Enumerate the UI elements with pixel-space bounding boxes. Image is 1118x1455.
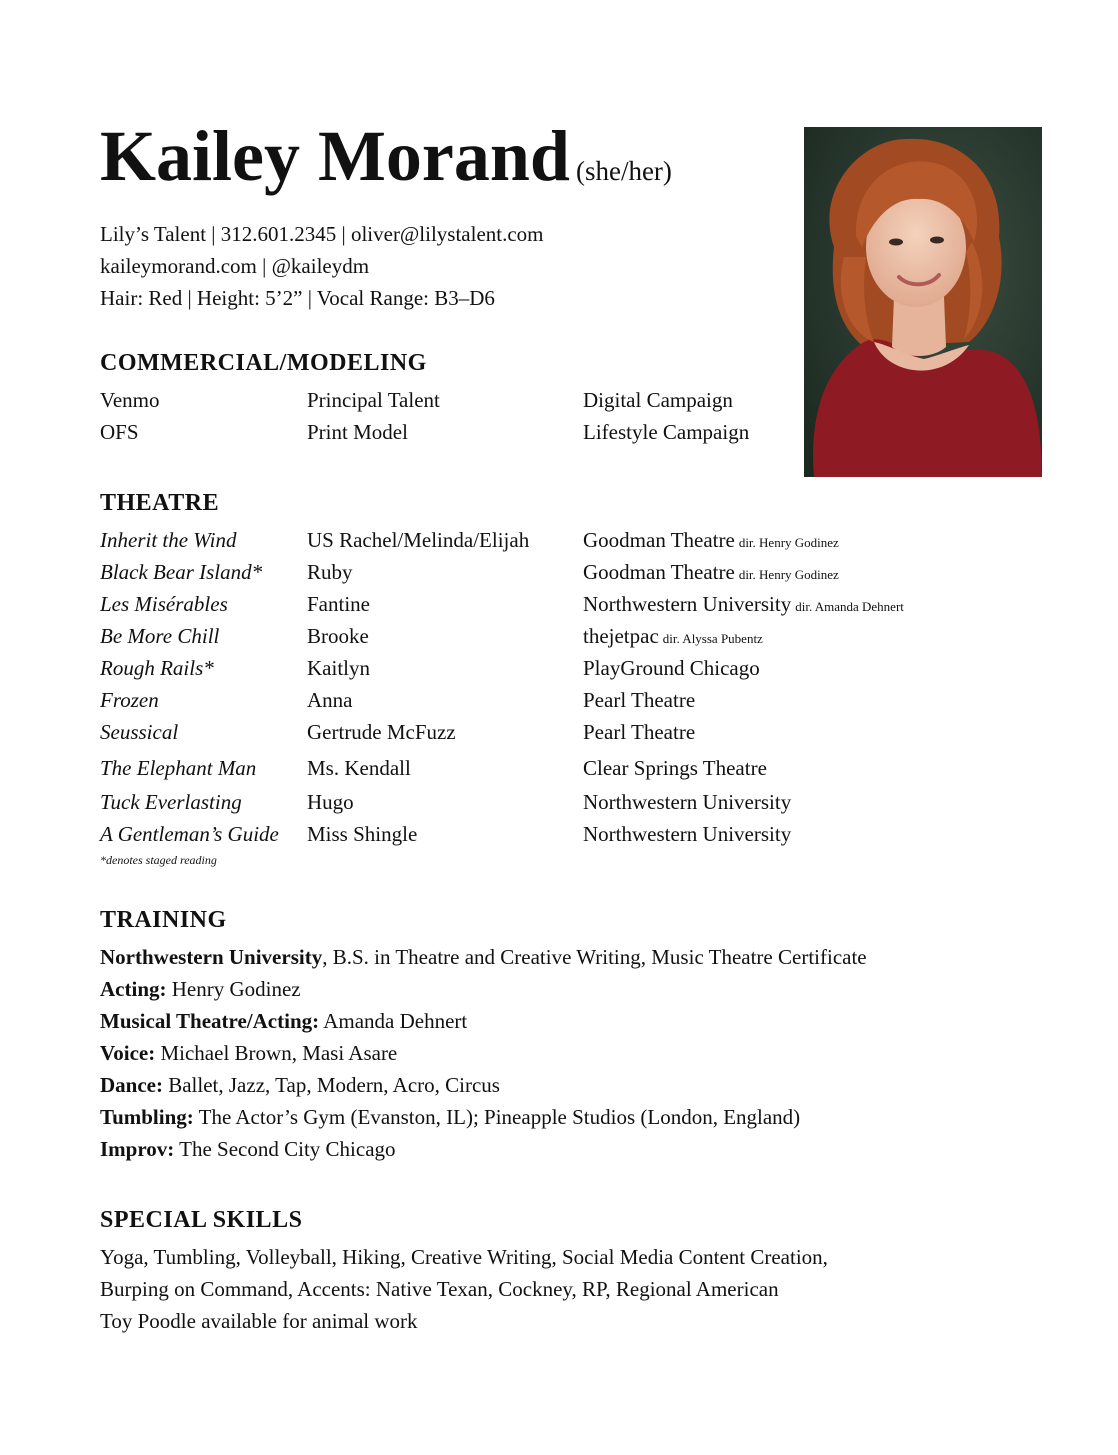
- theatre-show: A Gentleman’s Guide: [100, 822, 279, 846]
- training-item: [100, 1101, 867, 1133]
- commercial-type: Digital Campaign: [583, 388, 733, 412]
- section-title-commercial: COMMERCIAL/MODELING: [100, 350, 427, 376]
- venue-name: Goodman Theatre: [583, 528, 735, 552]
- theatre-show: Frozen: [100, 688, 159, 712]
- theatre-show: Be More Chill: [100, 624, 220, 648]
- training-text: Amanda Dehnert: [319, 1009, 468, 1033]
- skills-list: [100, 1241, 828, 1337]
- theatre-venue: [583, 620, 763, 655]
- theatre-role: US Rachel/Melinda/Elijah: [307, 528, 530, 552]
- theatre-show: Tuck Everlasting: [100, 790, 242, 814]
- training-item: [100, 1133, 867, 1165]
- theatre-venue: [583, 524, 839, 559]
- contact-line-web: kaileymorand.com | @kaileydm: [100, 254, 370, 278]
- training-label: Northwestern University: [100, 945, 323, 969]
- venue-name: PlayGround Chicago: [583, 656, 760, 680]
- theatre-role: Kaitlyn: [307, 656, 370, 680]
- theatre-role: Ruby: [307, 560, 353, 584]
- training-label: Musical Theatre/Acting:: [100, 1009, 320, 1033]
- theatre-venue: [583, 588, 904, 623]
- training-label: Tumbling:: [100, 1105, 194, 1129]
- training-item: [100, 1037, 867, 1069]
- theatre-venue: [583, 684, 695, 716]
- training-text: The Actor’s Gym (Evanston, IL); Pineapple Studios (London, England): [193, 1105, 801, 1129]
- section-title-theatre: THEATRE: [100, 490, 220, 516]
- skills-line: Yoga, Tumbling, Volleyball, Hiking, Creative Writing, Social Media Content Creation,: [100, 1245, 828, 1269]
- venue-name: Pearl Theatre: [583, 688, 696, 712]
- theatre-show: The Elephant Man: [100, 756, 257, 780]
- commercial-client: Venmo: [100, 388, 160, 412]
- training-label: Dance:: [100, 1073, 163, 1097]
- theatre-venue: [583, 556, 839, 591]
- theatre-venue: [583, 716, 695, 748]
- theatre-venue: [583, 652, 760, 684]
- training-text: Henry Godinez: [166, 977, 301, 1001]
- contact-line-agency: Lily’s Talent | 312.601.2345 | oliver@lilystalent.com: [100, 222, 544, 246]
- theatre-show: Seussical: [100, 720, 179, 744]
- venue-name: thejetpac: [583, 624, 659, 648]
- director: dir. Amanda Dehnert: [795, 599, 904, 614]
- director: dir. Alyssa Pubentz: [662, 631, 763, 646]
- skills-line: Burping on Command, Accents: Native Texan, Cockney, RP, Regional American: [100, 1277, 779, 1301]
- headshot-illustration: [804, 127, 1042, 477]
- venue-name: Northwestern University: [583, 822, 792, 846]
- training-text: The Second City Chicago: [174, 1137, 396, 1161]
- section-title-training: TRAINING: [100, 907, 227, 933]
- full-name: Kailey Morand: [100, 116, 570, 196]
- venue-name: Clear Springs Theatre: [583, 756, 767, 780]
- commercial-client: OFS: [100, 420, 139, 444]
- section-title-skills: SPECIAL SKILLS: [100, 1207, 303, 1233]
- training-text: Ballet, Jazz, Tap, Modern, Acro, Circus: [162, 1073, 500, 1097]
- theatre-venue: [583, 786, 791, 818]
- training-item: [100, 941, 867, 973]
- pronouns: (she/her): [575, 156, 672, 186]
- venue-name: Goodman Theatre: [583, 560, 735, 584]
- training-label: Acting:: [100, 977, 167, 1001]
- venue-name: Pearl Theatre: [583, 720, 696, 744]
- theatre-show: Inherit the Wind: [100, 528, 237, 552]
- theatre-show: Rough Rails*: [100, 656, 214, 680]
- theatre-role: Miss Shingle: [307, 822, 418, 846]
- contact-line-stats: Hair: Red | Height: 5’2” | Vocal Range: B3–D6: [100, 286, 495, 310]
- theatre-role: Ms. Kendall: [307, 756, 411, 780]
- training-item: [100, 1069, 867, 1101]
- commercial-role: Principal Talent: [307, 388, 440, 412]
- theatre-show: Black Bear Island*: [100, 560, 263, 584]
- training-item: [100, 973, 867, 1005]
- theatre-show: Les Misérables: [100, 592, 228, 616]
- venue-name: Northwestern University: [583, 790, 792, 814]
- training-list: [100, 941, 867, 1165]
- theatre-role: Fantine: [307, 592, 370, 616]
- theatre-role: Brooke: [307, 624, 369, 648]
- training-text: , B.S. in Theatre and Creative Writing, Music Theatre Certificate: [322, 945, 867, 969]
- skills-line: Toy Poodle available for animal work: [100, 1309, 418, 1333]
- training-text: Michael Brown, Masi Asare: [155, 1041, 398, 1065]
- contact-block: [100, 218, 544, 314]
- training-label: Improv:: [100, 1137, 175, 1161]
- training-label: Voice:: [100, 1041, 156, 1065]
- staged-reading-note: *denotes staged reading: [100, 853, 217, 867]
- training-item: [100, 1005, 867, 1037]
- name-heading: [100, 116, 672, 196]
- director: dir. Henry Godinez: [738, 567, 839, 582]
- theatre-role: Gertrude McFuzz: [307, 720, 456, 744]
- theatre-role: Anna: [307, 688, 353, 712]
- commercial-role: Print Model: [307, 420, 408, 444]
- commercial-type: Lifestyle Campaign: [583, 420, 750, 444]
- theatre-venue: [583, 818, 791, 850]
- theatre-role: Hugo: [307, 790, 354, 814]
- headshot-photo: [804, 127, 1042, 477]
- theatre-venue: [583, 752, 767, 784]
- director: dir. Henry Godinez: [738, 535, 839, 550]
- venue-name: Northwestern University: [583, 592, 792, 616]
